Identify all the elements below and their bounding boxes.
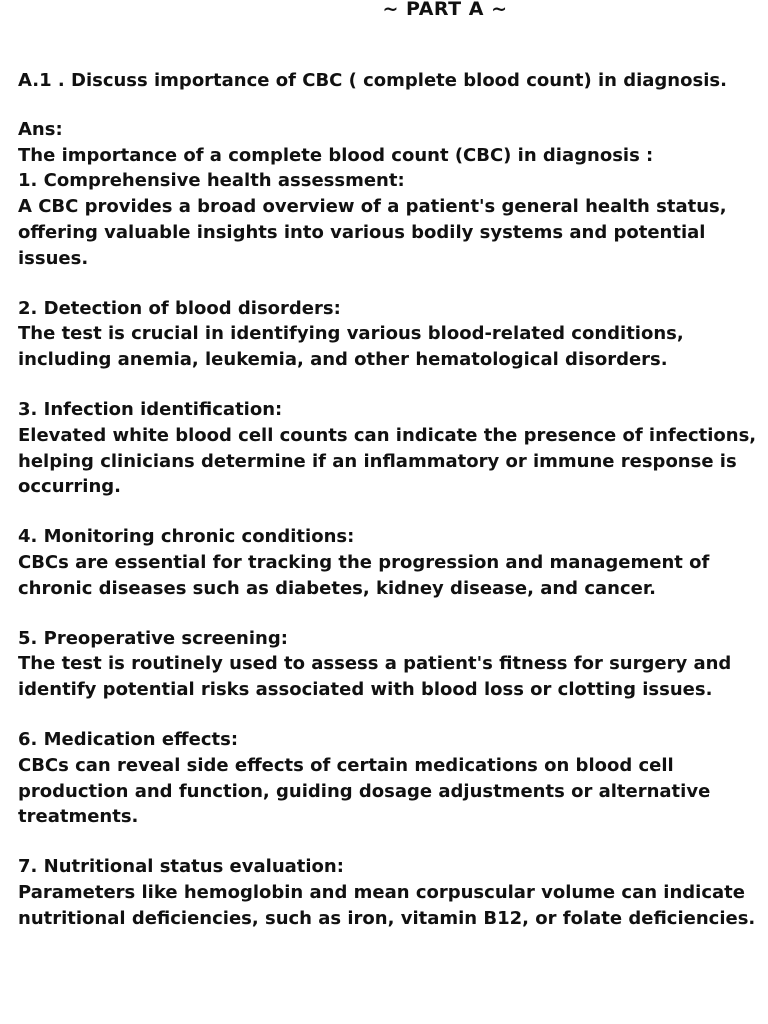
point-body: Elevated white blood cell counts can indicate the presence of infections, helping clinicians determine if an inflammatory or immune response is occurring. xyxy=(18,424,757,498)
point-section xyxy=(18,397,758,500)
point-body: Parameters like hemoglobin and mean corpuscular volume can indicate nutritional deficiencies, such as iron, vitamin B12, or folate deficiencies. xyxy=(18,881,756,929)
point-title: 2. Detection of blood disorders: xyxy=(18,297,341,319)
question-text: A.1 . Discuss importance of CBC ( complete blood count) in diagnosis. xyxy=(18,70,727,91)
answer-label: Ans: xyxy=(18,118,63,140)
answer-intro: The importance of a complete blood count (CBC) in diagnosis : xyxy=(18,144,654,166)
point-body: CBCs are essential for tracking the progression and management of chronic diseases such as diabetes, kidney disease, and cancer. xyxy=(18,551,710,599)
point-title: 7. Nutritional status evaluation: xyxy=(18,856,344,878)
point-title: 4. Monitoring chronic conditions: xyxy=(18,526,355,548)
point-section xyxy=(18,524,758,601)
point-body: A CBC provides a broad overview of a patient's general health status, offering valuable insights into various bodily systems and potential issues. xyxy=(18,196,727,269)
point-body: CBCs can reveal side effects of certain medications on blood cell production and function, guiding dosage adjustments or alternative treatments. xyxy=(18,754,711,828)
point-title: 3. Infection identification: xyxy=(18,398,283,420)
point-title: 1. Comprehensive health assessment: xyxy=(18,170,405,192)
point-title: 6. Medication effects: xyxy=(18,728,239,750)
point-section xyxy=(18,727,758,830)
point-section xyxy=(18,296,758,373)
document-content xyxy=(18,68,758,956)
point-title: 5. Preoperative screening: xyxy=(18,627,288,649)
part-header: ~ PART A ~ xyxy=(382,0,508,20)
point-section xyxy=(18,854,758,931)
point-section xyxy=(18,626,758,703)
answer-section xyxy=(18,117,758,272)
point-body: The test is crucial in identifying various blood-related conditions, including anemia, leukemia, and other hematological disorders. xyxy=(18,323,684,371)
point-body: The test is routinely used to assess a patient's fitness for surgery and identify potential risks associated with blood loss or clotting issues. xyxy=(18,653,732,701)
